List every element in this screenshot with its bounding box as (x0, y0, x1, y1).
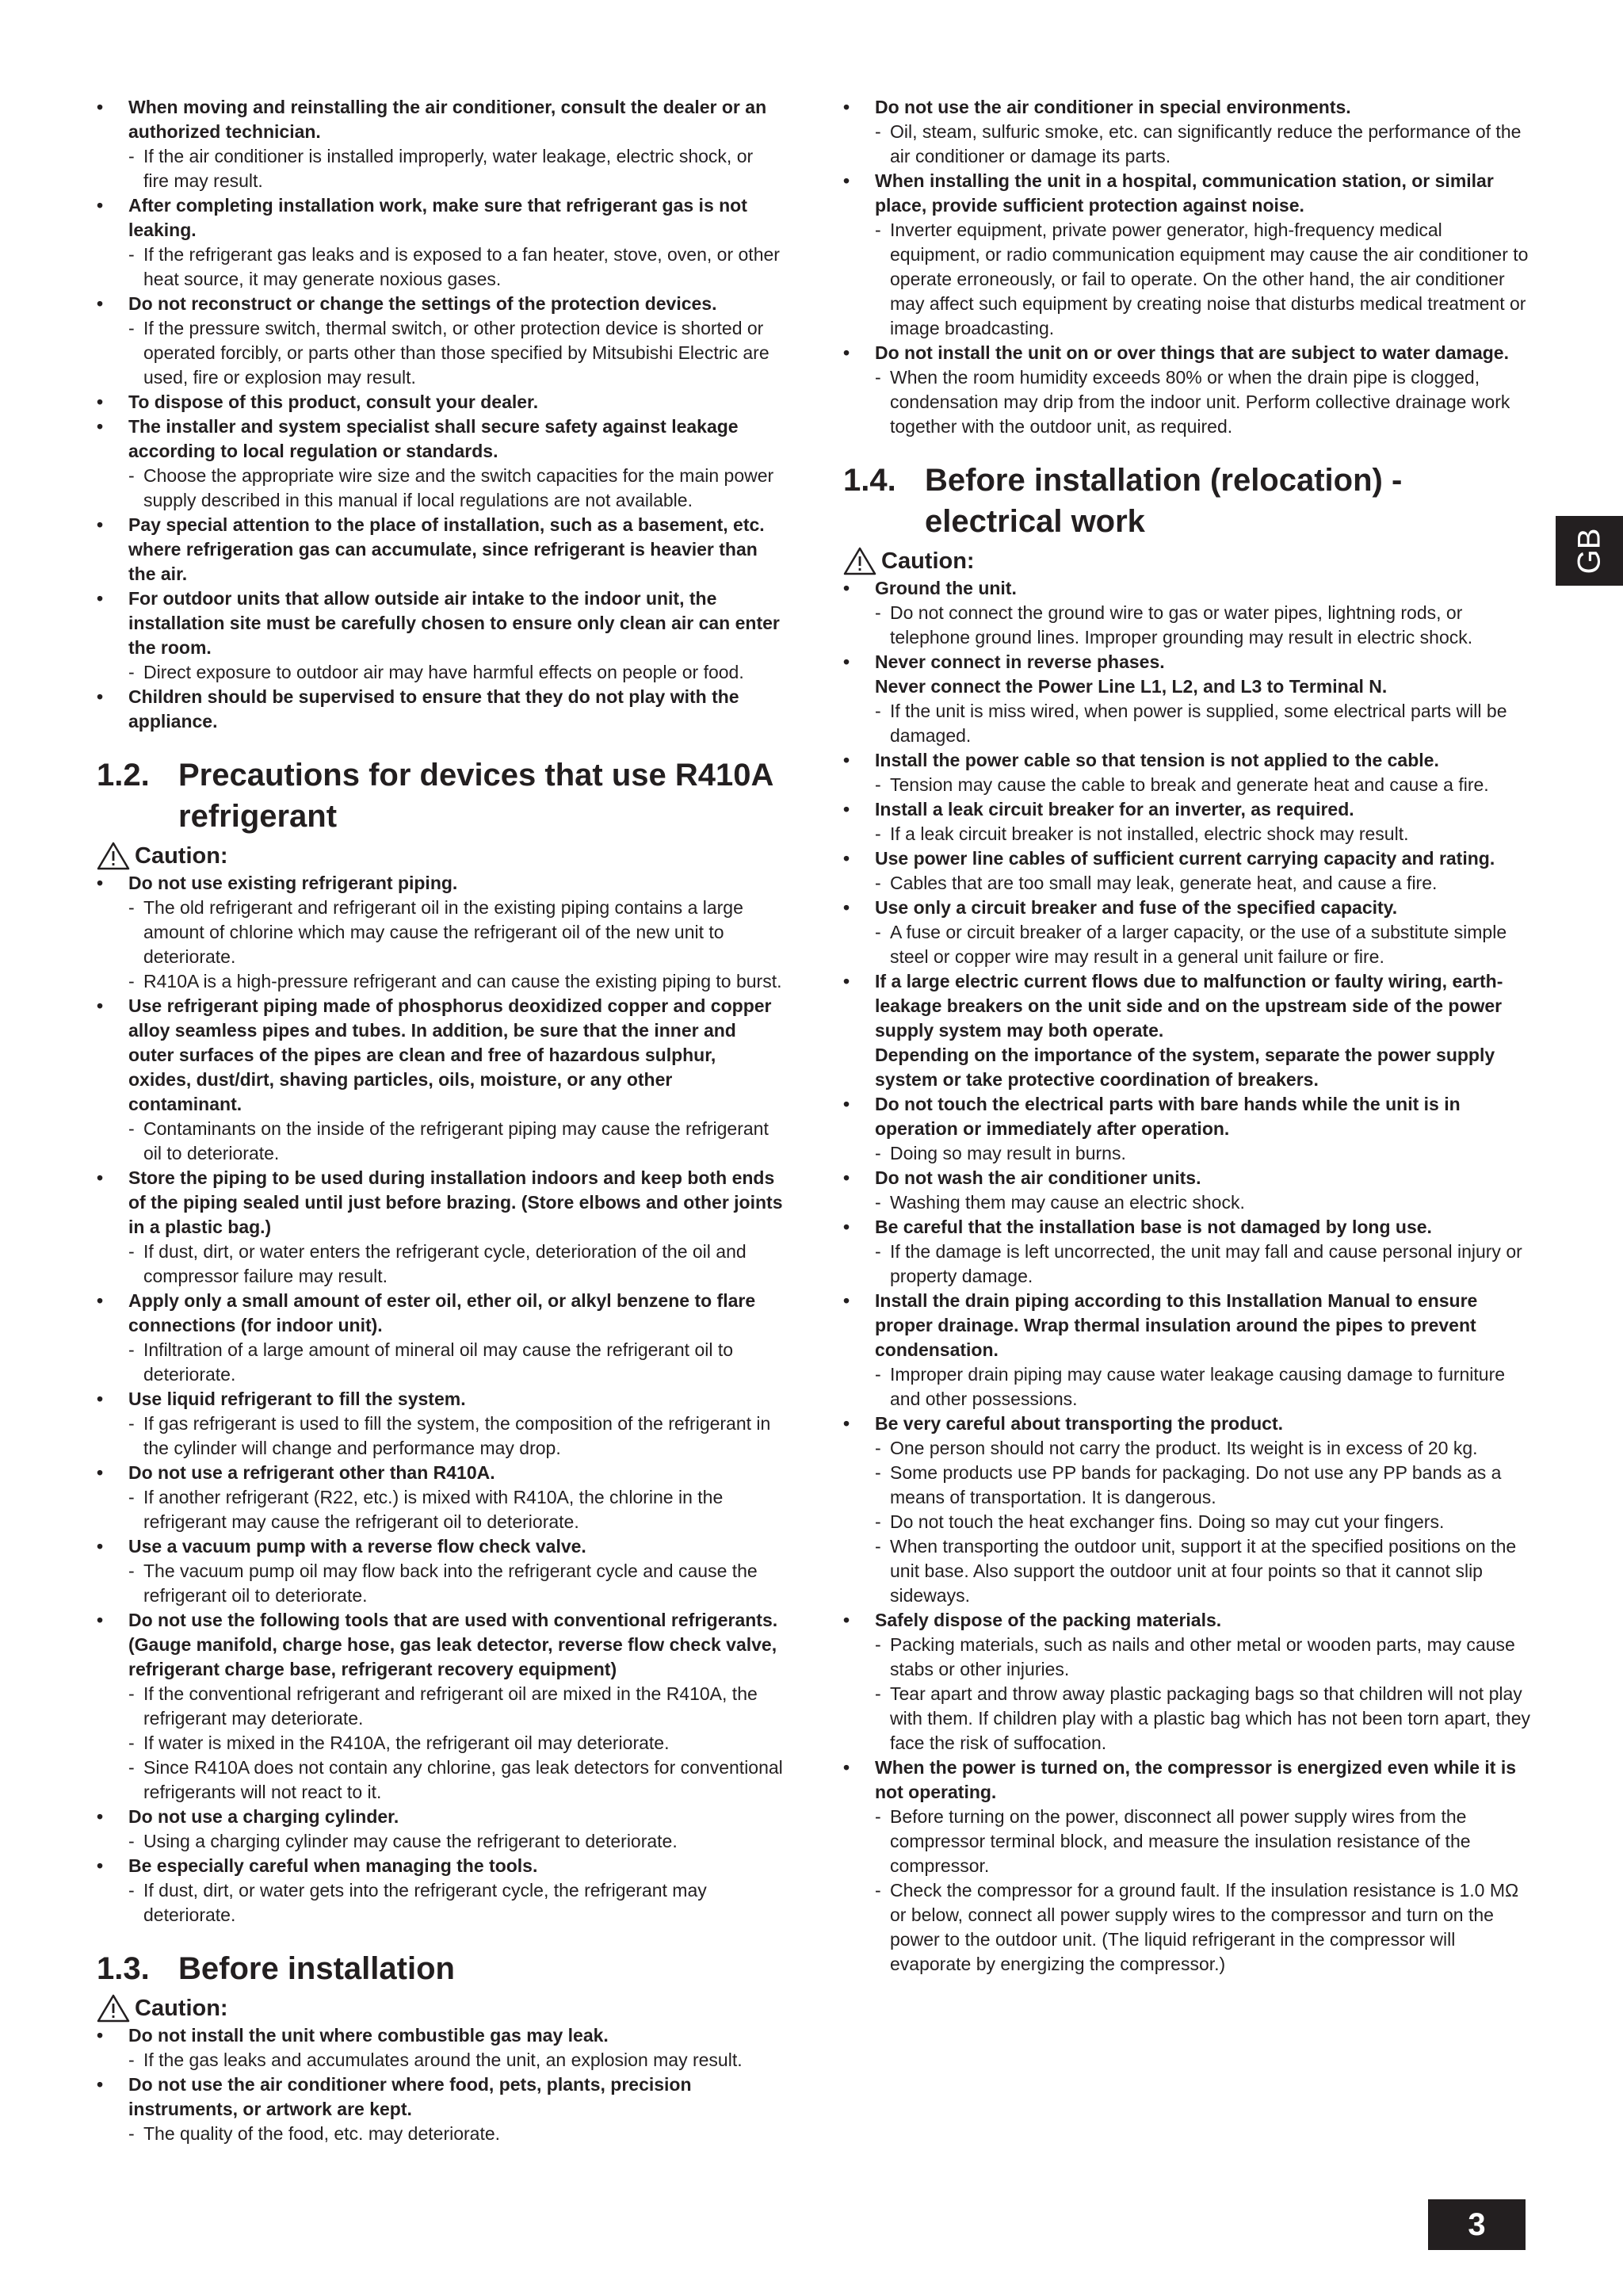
item-heading: Never connect in reverse phases. (875, 651, 1165, 672)
item-heading: Install the power cable so that tension is not applied to the cable. (875, 750, 1439, 770)
item-note (128, 1755, 783, 1805)
list-item (97, 1289, 783, 1387)
item-heading: Do not use the air conditioner in special environments. (875, 97, 1351, 117)
item-heading: Do not install the unit on or over things that are subject to water damage. (875, 342, 1509, 363)
item-note-text: When the room humidity exceeds 80% or when the drain pipe is clogged, condensation may drip from the indoor unit. Perform collective drainage work together with the outdoor unit, as required. (890, 367, 1510, 437)
caution-label: Caution: (881, 548, 975, 574)
item-heading-continued: Depending on the importance of the system, separate the power supply system or take protective coordination of breakers. (875, 1045, 1495, 1090)
dash-marker: - (875, 1192, 881, 1213)
item-heading: Safely dispose of the packing materials. (875, 1610, 1222, 1630)
bullet-marker: • (843, 578, 850, 598)
list-item (97, 390, 783, 415)
item-heading: For outdoor units that allow outside air intake to the indoor unit, the installation site must be carefully chosen to ensure only clean air can enter the room. (128, 588, 780, 658)
bullet-marker: • (97, 995, 104, 1016)
bullet-marker: • (97, 2025, 104, 2046)
item-note-text: Improper drain piping may cause water leakage causing damage to furniture and other possessions. (890, 1364, 1506, 1409)
item-note (875, 1878, 1533, 1977)
dash-marker: - (875, 220, 881, 240)
item-note-text: If the air conditioner is installed improperly, water leakage, electric shock, or fire may result. (143, 146, 754, 191)
item-note (875, 1190, 1533, 1215)
dash-marker: - (875, 1806, 881, 1827)
item-note (128, 1485, 783, 1534)
section-number: 1.4. (843, 463, 896, 498)
bullet-marker: • (843, 651, 850, 672)
dash-marker: - (128, 1831, 135, 1851)
list-item (843, 846, 1533, 896)
list-item (843, 1755, 1533, 1977)
bullet-marker: • (843, 1757, 850, 1778)
item-note (128, 896, 783, 969)
list-item (843, 650, 1533, 748)
item-note-text: Cables that are too small may leak, generate heat, and cause a fire. (890, 873, 1438, 893)
caution-header (843, 547, 1533, 575)
item-note-text: If dust, dirt, or water enters the refrigerant cycle, deterioration of the oil and compressor failure may result. (143, 1241, 747, 1286)
bullet-marker: • (843, 170, 850, 191)
item-heading: Install the drain piping according to this Installation Manual to ensure proper drainage. Wrap thermal insulation around the pipes to prevent condensation. (875, 1290, 1478, 1360)
dash-marker: - (128, 146, 135, 166)
dash-marker: - (128, 1413, 135, 1434)
item-heading: Be careful that the installation base is not damaged by long use. (875, 1217, 1432, 1237)
item-note (875, 218, 1533, 341)
section-heading: Before installation (178, 1951, 455, 1986)
item-heading-continued: (Gauge manifold, charge hose, gas leak detector, reverse flow check valve, refrigerant charge base, refrigerant recovery equipment) (128, 1634, 777, 1679)
dash-marker: - (875, 922, 881, 942)
item-heading: Use only a circuit breaker and fuse of the specified capacity. (875, 897, 1398, 918)
list-item (843, 1412, 1533, 1608)
section-1-2-list (97, 871, 783, 1927)
dash-marker: - (875, 1683, 881, 1704)
item-note (128, 1117, 783, 1166)
bullet-marker: • (843, 1610, 850, 1630)
bullet-marker: • (97, 416, 104, 437)
list-item (843, 1166, 1533, 1215)
item-note (128, 144, 783, 193)
dash-marker: - (128, 1241, 135, 1262)
dash-marker: - (128, 971, 135, 991)
list-item (97, 1461, 783, 1534)
bullet-marker: • (97, 1167, 104, 1188)
item-note-text: Inverter equipment, private power generator, high-frequency medical equipment, or radio communication equipment may cause the air conditioner to operate erroneously, or fail to operate. On the other hand, the air conditioner may affect such equipment by creating noise that disturbs medical treatment or image broadcasting. (890, 220, 1529, 338)
bullet-marker: • (843, 799, 850, 819)
item-heading: Be especially careful when managing the tools. (128, 1855, 538, 1876)
list-item (843, 1608, 1533, 1755)
item-heading: Be very careful about transporting the product. (875, 1413, 1284, 1434)
item-heading: Do not use existing refrigerant piping. (128, 873, 458, 893)
section-1-3-title (97, 1948, 783, 1989)
bullet-marker: • (97, 1389, 104, 1409)
list-item (97, 513, 783, 586)
warning-triangle-icon (843, 547, 876, 575)
item-note (128, 660, 783, 685)
item-note-text: If the gas leaks and accumulates around the unit, an explosion may result. (143, 2050, 743, 2070)
caution-header (97, 842, 783, 870)
warning-triangle-icon (97, 1994, 130, 2023)
bullet-marker: • (843, 897, 850, 918)
caution-label: Caution: (135, 1996, 228, 2021)
dash-marker: - (875, 1241, 881, 1262)
language-tab (1556, 516, 1623, 586)
bullet-marker: • (843, 1413, 850, 1434)
item-note (875, 822, 1533, 846)
item-note-text: The quality of the food, etc. may deteriorate. (143, 2123, 501, 2144)
section-heading: Before installation (relocation) - electrical work (925, 463, 1403, 539)
item-note-text: When transporting the outdoor unit, support it at the specified positions on the unit base. Also support the outdoor unit at four points so that it cannot slip sideways. (890, 1536, 1517, 1606)
dash-marker: - (128, 1561, 135, 1581)
section-1-3-list (97, 2023, 783, 2146)
item-note-text: Check the compressor for a ground fault. If the insulation resistance is 1.0 MΩ or below, connect all power supply wires to the compressor and turn on the power to the outdoor unit. (The liquid refrigerant in the compressor will evaporate by energizing the compressor.) (890, 1880, 1519, 1974)
item-note (128, 1240, 783, 1289)
dash-marker: - (875, 367, 881, 388)
item-note (128, 1338, 783, 1387)
item-note-text: If another refrigerant (R22, etc.) is mixed with R410A, the chlorine in the refrigerant may cause the refrigerant oil to deteriorate. (143, 1487, 724, 1532)
item-note (875, 1436, 1533, 1461)
dash-marker: - (875, 1634, 881, 1655)
dash-marker: - (128, 1339, 135, 1360)
dash-marker: - (875, 873, 881, 893)
caution-header (97, 1994, 783, 2023)
bullet-marker: • (843, 1167, 850, 1188)
bullet-marker: • (97, 1536, 104, 1557)
item-note-text: Oil, steam, sulfuric smoke, etc. can significantly reduce the performance of the air conditioner or damage its parts. (890, 121, 1522, 166)
bullet-marker: • (843, 750, 850, 770)
item-note-text: Choose the appropriate wire size and the switch capacities for the main power supply described in this manual if local regulations are not available. (143, 465, 774, 510)
item-heading: Use refrigerant piping made of phosphorus deoxidized copper and copper alloy seamless pipes and tubes. In addition, be sure that the inner and outer surfaces of the pipes are clean and free of hazardous sulphur, oxides, dust/dirt, shaving particles, oils, moisture, or any other contaminant. (128, 995, 772, 1114)
item-note-text: If the pressure switch, thermal switch, or other protection device is shorted or operated forcibly, or parts other than those specified by Mitsubishi Electric are used, fire or explosion may result. (143, 318, 769, 388)
left-column (97, 95, 783, 2146)
list-item (97, 2023, 783, 2073)
list-item (843, 1092, 1533, 1166)
item-heading: Do not reconstruct or change the settings of the protection devices. (128, 293, 717, 314)
item-note (128, 1559, 783, 1608)
dash-marker: - (875, 602, 881, 623)
dash-marker: - (875, 1880, 881, 1901)
item-heading: Apply only a small amount of ester oil, ether oil, or alkyl benzene to flare connections (for indoor unit). (128, 1290, 756, 1335)
item-note (875, 773, 1533, 797)
section-number: 1.2. (97, 758, 150, 793)
dash-marker: - (875, 701, 881, 721)
dash-marker: - (128, 1733, 135, 1753)
bullet-marker: • (97, 195, 104, 216)
bullet-marker: • (97, 392, 104, 412)
caution-label: Caution: (135, 843, 228, 869)
list-item (97, 292, 783, 390)
item-heading: Do not use a refrigerant other than R410A. (128, 1462, 495, 1483)
item-heading: Do not touch the electrical parts with bare hands while the unit is in operation or immediately after operation. (875, 1094, 1461, 1139)
item-note (875, 1240, 1533, 1289)
item-note (875, 1362, 1533, 1412)
item-heading: Store the piping to be used during installation indoors and keep both ends of the piping sealed until just before brazing. (Store elbows and other joints in a plastic bag.) (128, 1167, 783, 1237)
bullet-marker: • (97, 1610, 104, 1630)
dash-marker: - (128, 244, 135, 265)
dash-marker: - (128, 1487, 135, 1507)
item-note-text: Contaminants on the inside of the refrigerant piping may cause the refrigerant oil to deteriorate. (143, 1118, 769, 1163)
dash-marker: - (128, 2123, 135, 2144)
list-item (843, 95, 1533, 169)
item-note-text: If water is mixed in the R410A, the refrigerant oil may deteriorate. (143, 1733, 670, 1753)
list-item (843, 797, 1533, 846)
list-item (843, 169, 1533, 341)
dash-marker: - (128, 897, 135, 918)
right-column (843, 95, 1533, 1977)
item-heading: Do not install the unit where combustible gas may leak. (128, 2025, 609, 2046)
item-note (875, 601, 1533, 650)
item-note (128, 1731, 783, 1755)
item-heading: To dispose of this product, consult your dealer. (128, 392, 539, 412)
dash-marker: - (875, 121, 881, 142)
item-note (875, 920, 1533, 969)
bullet-marker: • (843, 971, 850, 991)
item-note (875, 1682, 1533, 1755)
left-intro-list (97, 95, 783, 734)
item-heading: When moving and reinstalling the air conditioner, consult the dealer or an authorized technician. (128, 97, 767, 142)
list-item (843, 1289, 1533, 1412)
bullet-marker: • (97, 1462, 104, 1483)
item-note (875, 1141, 1533, 1166)
item-heading: Use power line cables of sufficient current carrying capacity and rating. (875, 848, 1495, 869)
dash-marker: - (875, 1438, 881, 1458)
dash-marker: - (875, 823, 881, 844)
item-heading: Pay special attention to the place of installation, such as a basement, etc. where refrigeration gas can accumulate, since refrigerant is heavier than the air. (128, 514, 765, 584)
item-note (875, 699, 1533, 748)
list-item (97, 994, 783, 1166)
item-note (875, 365, 1533, 439)
item-note-text: The old refrigerant and refrigerant oil in the existing piping contains a large amount of chlorine which may cause the refrigerant oil of the new unit to deteriorate. (143, 897, 743, 967)
item-note (875, 1534, 1533, 1608)
list-item (97, 1387, 783, 1461)
dash-marker: - (128, 662, 135, 682)
item-note (128, 1829, 783, 1854)
item-heading-continued: Never connect the Power Line L1, L2, and L3 to Terminal N. (875, 676, 1388, 697)
dash-marker: - (875, 1536, 881, 1557)
item-heading: If a large electric current flows due to malfunction or faulty wiring, earth-leakage breakers on the unit side and on the upstream side of the power supply system may both operate. (875, 971, 1503, 1041)
section-1-4-list (843, 576, 1533, 1977)
bullet-marker: • (843, 1290, 850, 1311)
item-note-text: Washing them may cause an electric shock. (890, 1192, 1245, 1213)
page-number: 3 (1428, 2199, 1526, 2250)
item-note (128, 2048, 783, 2073)
dash-marker: - (128, 465, 135, 486)
list-item (97, 193, 783, 292)
item-note-text: If the conventional refrigerant and refrigerant oil are mixed in the R410A, the refrigerant may deteriorate. (143, 1683, 758, 1729)
item-heading: Use liquid refrigerant to fill the system. (128, 1389, 466, 1409)
item-note-text: If dust, dirt, or water gets into the refrigerant cycle, the refrigerant may deteriorate. (143, 1880, 707, 1925)
item-note-text: If the unit is miss wired, when power is supplied, some electrical parts will be damaged. (890, 701, 1507, 746)
item-note-text: Tear apart and throw away plastic packaging bags so that children will not play with them. If children play with a plastic bag which has not been torn apart, they face the risk of suffocation. (890, 1683, 1530, 1753)
bullet-marker: • (843, 1217, 850, 1237)
list-item (97, 2073, 783, 2146)
item-heading: Ground the unit. (875, 578, 1017, 598)
bullet-marker: • (97, 588, 104, 609)
item-note (128, 1412, 783, 1461)
section-1-2-title (97, 755, 783, 837)
item-note (875, 1805, 1533, 1878)
item-note (875, 120, 1533, 169)
dash-marker: - (875, 1462, 881, 1483)
item-heading: Do not wash the air conditioner units. (875, 1167, 1201, 1188)
bullet-marker: • (97, 1806, 104, 1827)
list-item (843, 748, 1533, 797)
item-note-text: The vacuum pump oil may flow back into the refrigerant cycle and cause the refrigerant oil to deteriorate. (143, 1561, 758, 1606)
item-note (128, 316, 783, 390)
item-heading: Install a leak circuit breaker for an inverter, as required. (875, 799, 1354, 819)
list-item (843, 1215, 1533, 1289)
section-number: 1.3. (97, 1951, 150, 1986)
bullet-marker: • (843, 97, 850, 117)
list-item (843, 341, 1533, 439)
item-note (128, 464, 783, 513)
bullet-marker: • (97, 2074, 104, 2095)
item-note-text: R410A is a high-pressure refrigerant and can cause the existing piping to burst. (143, 971, 782, 991)
item-heading: When the power is turned on, the compressor is energized even while it is not operating. (875, 1757, 1516, 1802)
dash-marker: - (128, 1683, 135, 1704)
item-note-text: If the refrigerant gas leaks and is exposed to a fan heater, stove, oven, or other heat source, it may generate noxious gases. (143, 244, 780, 289)
item-note-text: Some products use PP bands for packaging. Do not use any PP bands as a means of transportation. It is dangerous. (890, 1462, 1502, 1507)
dash-marker: - (875, 1364, 881, 1385)
item-note (875, 1633, 1533, 1682)
item-note (875, 1461, 1533, 1510)
item-note-text: If gas refrigerant is used to fill the system, the composition of the refrigerant in the cylinder will change and performance may drop. (143, 1413, 771, 1458)
item-heading: Use a vacuum pump with a reverse flow check valve. (128, 1536, 586, 1557)
item-heading: Do not use a charging cylinder. (128, 1806, 399, 1827)
list-item (97, 1166, 783, 1289)
item-note-text: Using a charging cylinder may cause the refrigerant to deteriorate. (143, 1831, 678, 1851)
dash-marker: - (128, 2050, 135, 2070)
dash-marker: - (875, 774, 881, 795)
item-heading: Children should be supervised to ensure that they do not play with the appliance. (128, 686, 739, 732)
item-note-text: Do not touch the heat exchanger fins. Doing so may cut your fingers. (890, 1511, 1445, 1532)
list-item (97, 1608, 783, 1805)
bullet-marker: • (97, 514, 104, 535)
item-note (128, 1682, 783, 1731)
dash-marker: - (128, 318, 135, 338)
item-note-text: Doing so may result in burns. (890, 1143, 1126, 1163)
bullet-marker: • (97, 1290, 104, 1311)
bullet-marker: • (97, 97, 104, 117)
item-heading: After completing installation work, make sure that refrigerant gas is not leaking. (128, 195, 747, 240)
list-item (97, 1534, 783, 1608)
warning-triangle-icon (97, 842, 130, 870)
item-note-text: Infiltration of a large amount of mineral oil may cause the refrigerant oil to deteriorate. (143, 1339, 734, 1385)
bullet-marker: • (843, 848, 850, 869)
language-tab-label: GB (1571, 528, 1606, 574)
item-heading: Do not use the air conditioner where food, pets, plants, precision instruments, or artwork are kept. (128, 2074, 692, 2119)
list-item (97, 871, 783, 994)
item-note-text: Do not connect the ground wire to gas or water pipes, lightning rods, or telephone ground lines. Improper grounding may result in electric shock. (890, 602, 1473, 648)
list-item (843, 969, 1533, 1092)
item-note (128, 243, 783, 292)
item-heading: Do not use the following tools that are used with conventional refrigerants. (128, 1610, 778, 1630)
item-note (128, 1878, 783, 1927)
bullet-marker: • (97, 686, 104, 707)
bullet-marker: • (97, 293, 104, 314)
dash-marker: - (128, 1118, 135, 1139)
list-item (97, 586, 783, 685)
bullet-marker: • (843, 1094, 850, 1114)
item-note-text: If the damage is left uncorrected, the unit may fall and cause personal injury or property damage. (890, 1241, 1522, 1286)
item-note (875, 871, 1533, 896)
section-1-4-title (843, 460, 1533, 542)
bullet-marker: • (97, 873, 104, 893)
item-note-text: If a leak circuit breaker is not installed, electric shock may result. (890, 823, 1409, 844)
item-note (128, 969, 783, 994)
right-intro-list (843, 95, 1533, 439)
list-item (843, 896, 1533, 969)
dash-marker: - (875, 1143, 881, 1163)
list-item (843, 576, 1533, 650)
item-heading: When installing the unit in a hospital, communication station, or similar place, provide sufficient protection against noise. (875, 170, 1494, 216)
item-note-text: Since R410A does not contain any chlorine, gas leak detectors for conventional refrigerants will not react to it. (143, 1757, 783, 1802)
item-heading: The installer and system specialist shall secure safety against leakage according to local regulation or standards. (128, 416, 739, 461)
bullet-marker: • (97, 1855, 104, 1876)
bullet-marker: • (843, 342, 850, 363)
item-note-text: Direct exposure to outdoor air may have harmful effects on people or food. (143, 662, 744, 682)
item-note-text: Before turning on the power, disconnect all power supply wires from the compressor terminal block, and measure the insulation resistance of the compressor. (890, 1806, 1471, 1876)
list-item (97, 1854, 783, 1927)
dash-marker: - (128, 1757, 135, 1778)
item-note-text: One person should not carry the product. Its weight is in excess of 20 kg. (890, 1438, 1478, 1458)
dash-marker: - (875, 1511, 881, 1532)
item-note (875, 1510, 1533, 1534)
section-heading: Precautions for devices that use R410A refrigerant (178, 758, 773, 834)
list-item (97, 415, 783, 513)
item-note-text: Tension may cause the cable to break and generate heat and cause a fire. (890, 774, 1489, 795)
dash-marker: - (128, 1880, 135, 1901)
list-item (97, 1805, 783, 1854)
item-note-text: A fuse or circuit breaker of a larger capacity, or the use of a substitute simple steel or copper wire may result in a general unit failure or fire. (890, 922, 1507, 967)
list-item (97, 685, 783, 734)
item-note (128, 2122, 783, 2146)
item-note-text: Packing materials, such as nails and other metal or wooden parts, may cause stabs or other injuries. (890, 1634, 1515, 1679)
list-item (97, 95, 783, 193)
